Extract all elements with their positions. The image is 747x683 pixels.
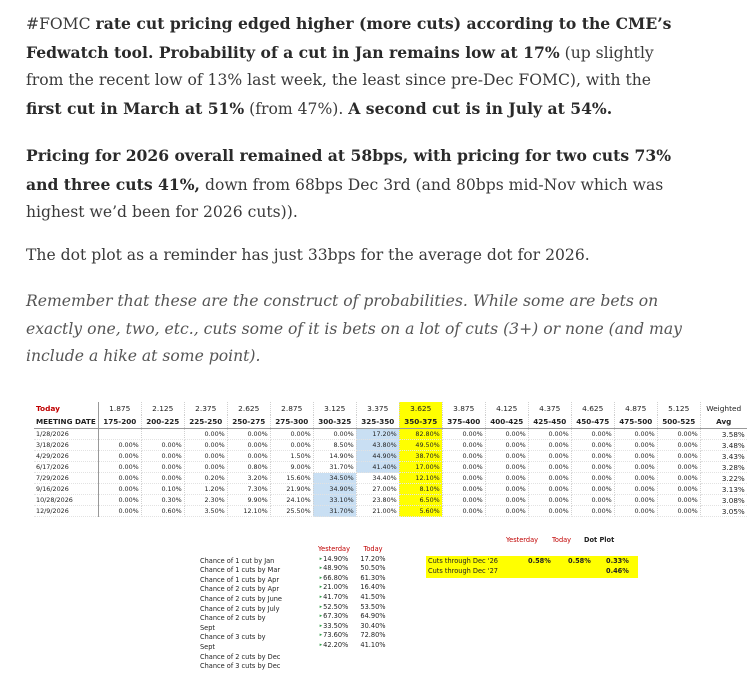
probability-cell: 0.00% [657,462,700,473]
probability-cell: 0.00% [657,440,700,451]
avg-header: Avg [700,415,747,429]
midpoint-header: 2.625 [227,402,270,415]
probability-cell: 3.20% [227,473,270,484]
probability-cell: 43.80% [356,440,399,451]
cuts-through-box [426,556,638,578]
probability-cell: 0.00% [571,506,614,517]
probability-cell: 0.00% [98,473,141,484]
probability-cell: 0.00% [442,440,485,451]
meeting-date: 6/17/2026 [34,462,98,473]
range-header: 350-375 [399,415,442,429]
table-row [34,484,747,495]
chance-today-value: 61.30% [360,573,386,582]
meeting-date-header: MEETING DATE [34,415,98,429]
midpoint-header: 3.125 [313,402,356,415]
midpoint-header: 3.875 [442,402,485,415]
weighted-header: Weighted [706,404,742,413]
probability-cell: 0.00% [184,451,227,462]
bold-text: Pricing for 2026 overall remained at 58bps, with pricing for two cuts 73% and three cuts 41%, [26,146,672,194]
probability-cell: 24.10% [270,495,313,506]
probability-cell: 0.00% [614,440,657,451]
probability-cell: 0.00% [528,495,571,506]
probability-cell: 1.20% [184,484,227,495]
probability-cell: 0.00% [614,462,657,473]
probability-cell: 0.00% [442,506,485,517]
meeting-date: 12/9/2026 [34,506,98,517]
probability-cell: 0.00% [528,484,571,495]
probability-cell: 2.30% [184,495,227,506]
probability-cell: 0.00% [657,484,700,495]
probability-cell: 34.90% [313,484,356,495]
midpoint-header: 4.125 [485,402,528,415]
meeting-date: 9/16/2026 [34,484,98,495]
midpoint-header: 3.375 [356,402,399,415]
range-header: 300-325 [313,415,356,429]
chance-today-value: 64.90% [360,612,386,621]
probability-cell: 23.80% [356,495,399,506]
chance-today-value: 72.80% [360,631,386,640]
probability-cell: 31.70% [313,506,356,517]
probability-cell: 0.00% [657,451,700,462]
probability-cell: 0.60% [141,506,184,517]
chance-label: Chance of 2 cuts by Apr [200,585,280,594]
probability-cell: 0.00% [571,473,614,484]
probability-cell: 0.00% [184,462,227,473]
chance-today-value: 50.50% [360,564,386,573]
probability-cell: 0.00% [485,495,528,506]
midpoint-header: 2.375 [184,402,227,415]
chance-yesterday-value: ▸ 66.80% [314,574,354,584]
header-row-ranges [34,415,747,429]
probability-cell: 82.80% [399,429,442,440]
probability-cell: 0.00% [614,506,657,517]
meeting-date: 3/18/2026 [34,440,98,451]
probability-cell: 0.00% [442,495,485,506]
chance-today-value: 41.50% [360,592,386,601]
probability-cell: 0.00% [98,451,141,462]
cuts-yesterday-header: Yesterday [506,536,539,544]
chances-today-column [358,545,388,651]
cuts-dec26-label: Cuts through Dec '26 [428,557,498,565]
midpoint-header: 4.875 [614,402,657,415]
dot-plot-value-1: 0.33% [606,557,629,565]
bold-text: first cut in March at 51% [26,98,245,118]
chance-label: Chance of 3 cuts by Dec [200,662,281,671]
probability-cell: 0.00% [184,440,227,451]
probability-cell: 0.00% [442,451,485,462]
probability-cell: 0.00% [614,429,657,440]
weighted-avg: 3.22% [700,473,747,484]
today-header: Today [363,545,383,553]
probability-cell: 33.10% [313,495,356,506]
probability-cell: 0.00% [270,429,313,440]
probability-cell: 8.10% [399,484,442,495]
header-row-midpoints [34,402,747,415]
probability-cell: 0.00% [571,440,614,451]
probability-cell: 12.10% [399,473,442,484]
probability-cell: 9.00% [270,462,313,473]
probability-cell: 17.00% [399,462,442,473]
paragraph-dot-plot: The dot plot as a reminder has just 33bps for the average dot for 2026. [26,246,590,264]
probability-cell: 0.00% [571,484,614,495]
probability-cell: 0.00% [528,462,571,473]
probability-cell: 0.00% [614,495,657,506]
range-header: 225-250 [184,415,227,429]
weighted-avg: 3.28% [700,462,747,473]
paragraph-probabilities-note: Remember that these are the construct of probabilities. While some are bets on exactly one, two, etc., cuts some of it is bets on a lot of cuts (3+) or none (and may include a hike at some point). [26,292,682,365]
probability-cell: 3.50% [184,506,227,517]
range-header: 450-475 [571,415,614,429]
probability-cell: 0.00% [141,440,184,451]
table-row [34,440,747,451]
probability-cell: 0.00% [528,473,571,484]
probability-cell: 0.00% [98,506,141,517]
probability-cell: 34.40% [356,473,399,484]
hashtag: #FOMC [26,15,96,33]
probability-cell: 0.00% [657,429,700,440]
chance-today-value: 16.40% [360,583,386,592]
probability-cell: 0.00% [571,462,614,473]
chance-today-value: 41.10% [360,640,386,649]
probability-cell: 0.00% [485,473,528,484]
fedwatch-spreadsheet [34,402,745,672]
range-header: 250-275 [227,415,270,429]
range-header: 400-425 [485,415,528,429]
chance-label: Chance of 2 cuts by Sept [200,614,266,632]
table-row [34,506,747,517]
midpoint-header: 2.875 [270,402,313,415]
probability-cell: 14.90% [313,451,356,462]
cuts-today-header: Today [552,536,572,544]
dot-plot-header: Dot Plot [584,536,615,544]
probability-cell: 0.00% [571,429,614,440]
probability-cell: 0.00% [442,429,485,440]
probability-table [34,402,747,517]
range-header: 175-200 [98,415,141,429]
chance-yesterday-value: ▸ 48.90% [314,564,354,574]
midpoint-header: 2.125 [141,402,184,415]
probability-cell: 0.00% [227,429,270,440]
probability-cell: 0.00% [141,473,184,484]
probability-cell: 0.00% [657,506,700,517]
probability-cell: 38.70% [399,451,442,462]
probability-cell: 6.50% [399,495,442,506]
probability-cell: 5.60% [399,506,442,517]
chance-yesterday-value: ▸ 73.60% [314,631,354,641]
probability-cell: 0.00% [141,451,184,462]
probability-cell: 25.50% [270,506,313,517]
probability-cell: 0.00% [442,462,485,473]
chance-today-value: 30.40% [360,621,386,630]
midpoint-header: 3.625 [399,402,442,415]
table-row [34,451,747,462]
probability-cell: 0.80% [227,462,270,473]
range-header: 425-450 [528,415,571,429]
weighted-avg: 3.48% [700,440,747,451]
chance-label: Chance of 2 cuts by June [200,594,282,603]
probability-cell: 0.00% [98,484,141,495]
midpoint-header: 1.875 [98,402,141,415]
chance-yesterday-value: ▸ 33.50% [314,622,354,632]
probability-cell: 0.00% [184,429,227,440]
today-label: Today [34,402,98,415]
probability-cell: 0.00% [571,495,614,506]
midpoint-header: 4.625 [571,402,614,415]
weighted-avg: 3.05% [700,506,747,517]
probability-cell: 0.00% [442,484,485,495]
probability-cell: 27.00% [356,484,399,495]
chance-yesterday-value: ▸ 14.90% [314,555,354,565]
probability-cell: 0.00% [227,440,270,451]
probability-cell: 0.20% [184,473,227,484]
probability-cell: 0.00% [528,451,571,462]
paragraph-2026-pricing [26,142,686,227]
probability-cell: 0.00% [98,440,141,451]
probability-cell: 0.00% [528,440,571,451]
probability-cell: 0.00% [528,429,571,440]
cuts-yesterday-value: 0.58% [528,557,551,565]
chance-yesterday-value: ▸ 42.20% [314,641,354,651]
meeting-date: 4/29/2026 [34,451,98,462]
probability-cell: 0.00% [485,484,528,495]
probability-cell: 31.70% [313,462,356,473]
probability-cell: 9.90% [227,495,270,506]
chance-today-value: 17.20% [360,554,386,563]
range-header: 500-525 [657,415,700,429]
probability-cell: 0.00% [141,462,184,473]
probability-cell: 0.00% [485,506,528,517]
probability-cell: 0.00% [485,451,528,462]
chance-label: Chance of 2 cuts by July [200,604,280,613]
dot-plot-value-2: 0.46% [606,567,629,575]
midpoint-header: 4.375 [528,402,571,415]
chance-label: Chance of 2 cuts by Dec [200,652,281,661]
probability-cell: 0.00% [614,473,657,484]
probability-cell: 21.00% [356,506,399,517]
probability-cell: 0.00% [227,451,270,462]
range-header: 200-225 [141,415,184,429]
chance-yesterday-value: ▸ 21.00% [314,583,354,593]
probability-cell: 0.30% [141,495,184,506]
text: (from 47%). [244,99,349,118]
table-row [34,495,747,506]
meeting-date: 10/28/2026 [34,495,98,506]
table-row [34,429,747,440]
chance-yesterday-value: ▸ 52.50% [314,603,354,613]
probability-cell: 34.50% [313,473,356,484]
chance-label: Chance of 1 cut by Jan [200,556,275,565]
chance-yesterday-value: ▸ 41.70% [314,593,354,603]
range-header: 475-500 [614,415,657,429]
weighted-avg: 3.43% [700,451,747,462]
text: down from 68bps Dec 3rd (and 80bps mid-Nov which was highest we’d been for 2026 cuts)). [26,175,664,221]
probability-cell: 0.00% [98,462,141,473]
chance-label: Chance of 1 cuts by Mar [200,566,281,575]
probability-cell: 15.60% [270,473,313,484]
probability-cell: 0.00% [657,473,700,484]
probability-cell: 49.50% [399,440,442,451]
probability-cell: 44.90% [356,451,399,462]
weighted-avg: 3.58% [700,429,747,440]
probability-cell: 0.10% [141,484,184,495]
yesterday-header: Yesterday [317,545,350,553]
range-header: 325-350 [356,415,399,429]
probability-cell: 0.00% [270,440,313,451]
weighted-avg: 3.13% [700,484,747,495]
text: (up slightly from the recent low of 13% last week, the least since pre-Dec FOMC), with the [26,43,654,89]
weighted-avg: 3.08% [700,495,747,506]
probability-cell: 1.50% [270,451,313,462]
probability-cell: 0.00% [571,451,614,462]
probability-cell: 7.30% [227,484,270,495]
range-header: 275-300 [270,415,313,429]
probability-cell: 0.00% [313,429,356,440]
probability-cell: 0.00% [614,451,657,462]
table-row [34,462,747,473]
chance-yesterday-value: ▸ 67.30% [314,612,354,622]
probability-cell [141,429,184,440]
meeting-date: 1/28/2026 [34,429,98,440]
chance-label: Chance of 1 cuts by Apr [200,575,280,584]
chance-label: Chance of 3 cuts by Sept [200,633,266,651]
chances-yesterday-column [314,545,354,651]
probability-cell: 41.40% [356,462,399,473]
probability-cell: 0.00% [442,473,485,484]
table-row [34,473,747,484]
probability-cell: 12.10% [227,506,270,517]
probability-cell: 0.00% [485,429,528,440]
probability-cell: 0.00% [657,495,700,506]
midpoint-header: 5.125 [657,402,700,415]
probability-cell: 17.20% [356,429,399,440]
probability-cell: 21.90% [270,484,313,495]
meeting-date: 7/29/2026 [34,473,98,484]
probability-cell: 0.00% [528,506,571,517]
range-header: 375-400 [442,415,485,429]
probability-cell: 0.00% [485,440,528,451]
probability-cell: 0.00% [485,462,528,473]
chances-labels [200,545,282,672]
probability-cell: 0.00% [614,484,657,495]
bold-text: rate cut pricing edged higher (more cuts) according to the CME’s Fedwatch tool. Probability of a cut in Jan remains low at 17% [26,14,672,62]
bold-text: A second cut is in July at 54%. [348,98,613,118]
cuts-today-value: 0.58% [568,557,591,565]
cuts-dec27-label: Cuts through Dec '27 [428,567,498,575]
probability-cell [98,429,141,440]
paragraph-fomc-summary [26,10,686,123]
chance-today-value: 53.50% [360,602,386,611]
probability-cell: 8.50% [313,440,356,451]
probability-cell: 0.00% [98,495,141,506]
